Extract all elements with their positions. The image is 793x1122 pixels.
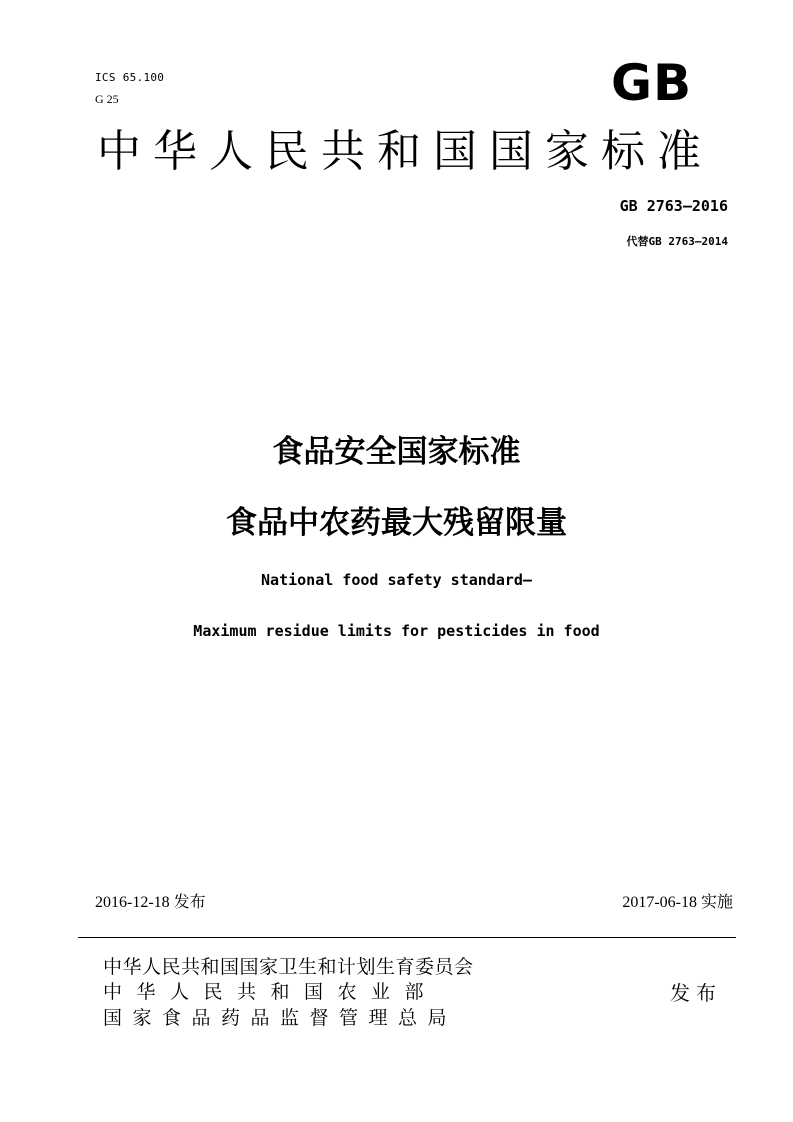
publish-label: 发布: [670, 981, 722, 1005]
replaces-standard: 代替GB 2763—2014: [626, 235, 728, 248]
issuing-organization: 中华人民共和国农业部: [103, 981, 439, 1003]
document-title-line1: 食品安全国家标准: [272, 434, 521, 470]
english-title-line1: National food safety standard—: [261, 571, 532, 589]
english-title-line2: Maximum residue limits for pesticides in food: [193, 622, 600, 640]
ccs-code: G 25: [95, 92, 119, 106]
standard-number: GB 2763—2016: [619, 197, 728, 215]
document-title-line2: 食品中农药最大残留限量: [226, 505, 567, 541]
divider-line: [78, 937, 736, 938]
issuing-organization: 国家食品药品监督管理总局: [103, 1007, 458, 1029]
national-standard-title: 中华人民共和国国家标准: [97, 127, 713, 176]
issuing-organization: 中华人民共和国国家卫生和计划生育委员会: [103, 956, 474, 978]
implementation-date: 2017-06-18 实施: [622, 894, 733, 911]
issue-date: 2016-12-18 发布: [95, 894, 206, 911]
ics-code: ICS 65.100: [95, 71, 165, 84]
gb-logo: GB: [611, 54, 693, 112]
